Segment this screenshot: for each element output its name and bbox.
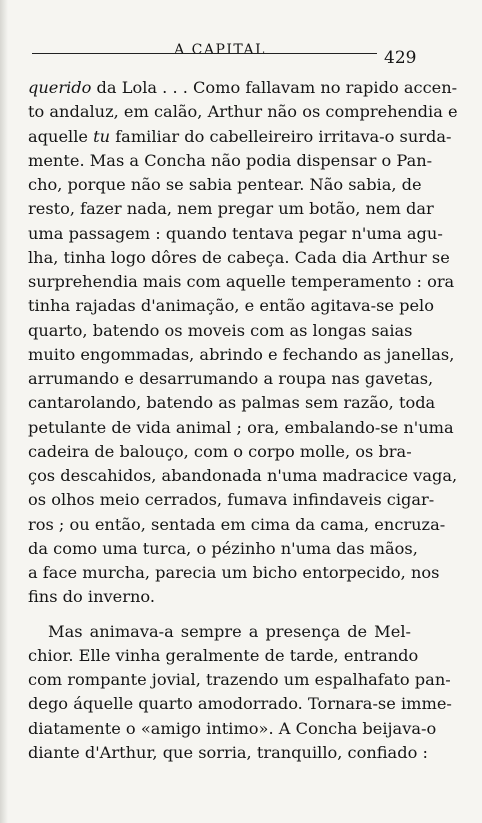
text-line: querido da Lola . . . Como fallavam no rapido accen- [28,78,458,97]
page-edge-shadow [0,0,8,823]
text-line: to andaluz, em calão, Arthur não os comprehendia e [28,102,458,122]
text-line: diatamente o «amigo intimo». A Concha beijava-o [28,718,437,738]
text-line: cantarolando, batendo as palmas sem razão, toda [28,393,436,413]
text-line: mente. Mas a Concha não podia dispensar o Pan- [28,150,433,170]
page-number: 429 [384,48,417,68]
text-line: ros ; ou então, sentada em cima da cama, encruza- [28,514,446,534]
text-line: cadeira de balouço, com o corpo molle, os bra- [28,441,412,461]
text-line: da como uma turca, o pézinho n'uma das mãos, [28,538,418,558]
paragraph-gap [28,610,411,620]
text-line: chior. Elle vinha geralmente de tarde, entrando [28,645,419,665]
text-line: tinha rajadas d'animação, e então agitava-se pelo [28,296,434,316]
text-line: dego áquelle quarto amodorrado. Tornara-se imme- [28,694,452,714]
text-line: ços descahidos, abandonada n'uma madracice vaga, [28,466,458,485]
italic-word: tu [93,126,111,146]
text-line: lha, tinha logo dôres de cabeça. Cada dia Arthur se [28,247,450,267]
running-title: A CAPITAL [174,42,266,58]
body-text [28,76,458,765]
text-line: uma passagem : quando tentava pegar n'uma agu- [28,223,443,243]
text-line: quarto, batendo os moveis com as longas saias [28,320,413,340]
paragraph [28,620,452,766]
text-line: Mas animava-a sempre a presença de Mel- [48,621,411,641]
text-line: a face murcha, parecia um bicho entorpecido, nos [28,563,440,582]
text-line: surprehendia mais com aquelle temperamento : ora [28,272,455,291]
text-line: cho, porque não se sabia pentear. Não sabia, de [28,175,422,194]
header-rule [32,53,377,54]
text-line: os olhos meio cerrados, fumava infindaveis cigar- [28,490,435,510]
text-line: diante d'Arthur, que sorria, tranquillo, confiado : [28,742,428,762]
text-line: muito engommadas, abrindo e fechando as janellas, [28,344,455,364]
text-line: com rompante jovial, trazendo um espalhafato pan- [28,670,451,689]
text-line: aquelle tu familiar do cabelleireiro irritava-o surda- [28,126,452,146]
text-line: fins do inverno. [28,587,156,607]
paragraph [28,76,458,610]
italic-word: querido [28,78,92,97]
text-line: arrumando e desarrumando a roupa nas gavetas, [28,369,434,388]
text-line: resto, fazer nada, nem pregar um botão, nem dar [28,199,434,219]
text-line: petulante de vida animal ; ora, embalando-se n'uma [28,417,454,437]
